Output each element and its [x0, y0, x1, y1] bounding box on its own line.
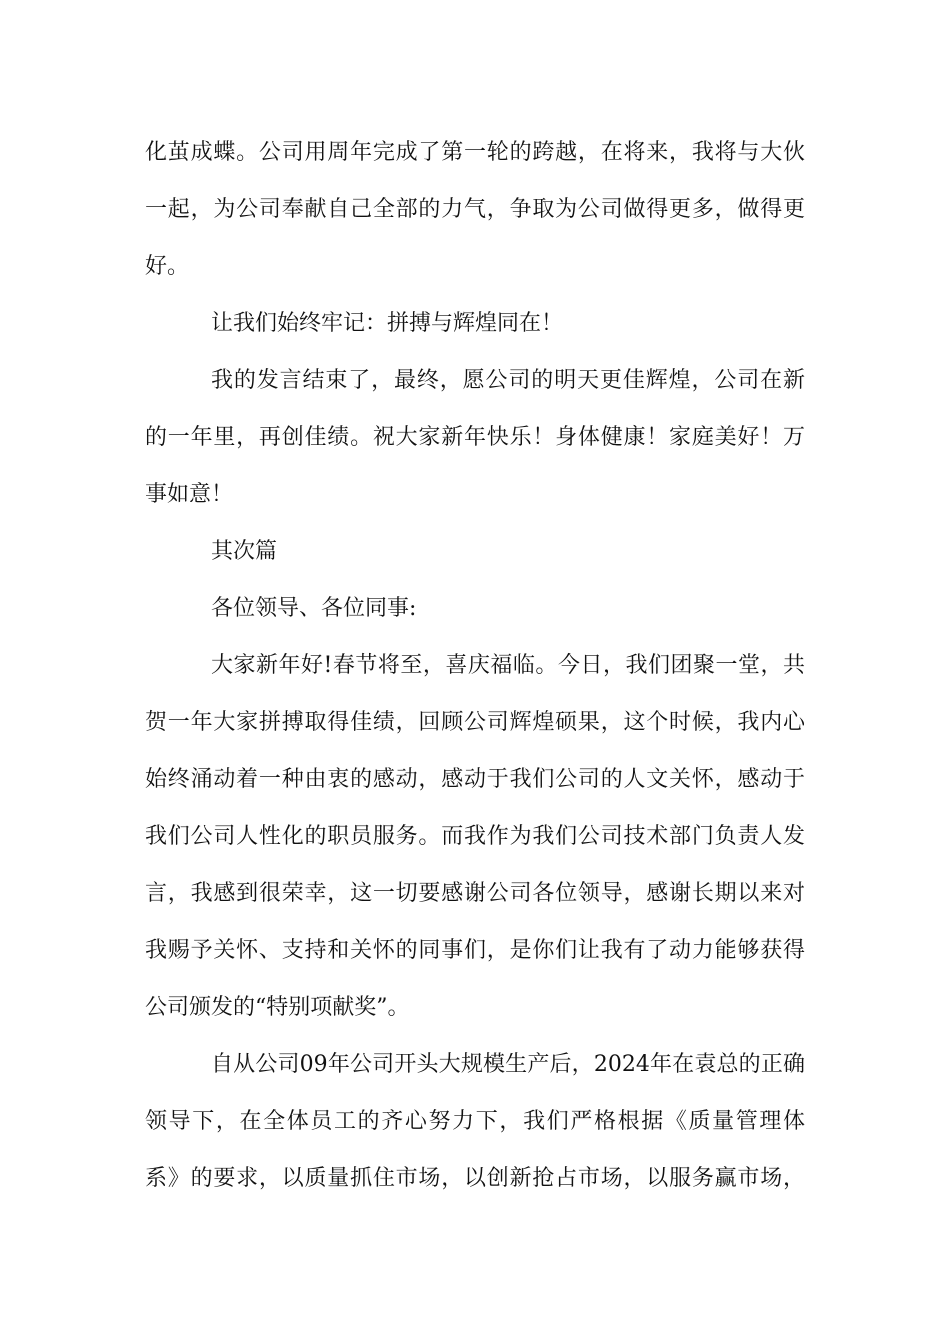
salutation: 各位领导、各位同事:: [211, 596, 417, 621]
section-heading: 其次篇: [211, 539, 278, 564]
paragraph-line: 自从公司09年公司开头大规模生产后，2024年在袁总的正确: [211, 1052, 805, 1077]
paragraph-line: 事如意！: [145, 482, 234, 507]
paragraph-line: 系》的要求，以质量抓住市场，以创新抢占市场，以服务赢市场，: [145, 1166, 805, 1191]
paragraph-line: 贺一年大家拼搏取得佳绩，回顾公司辉煌硕果，这个时候，我内心: [145, 710, 805, 735]
paragraph-line: 让我们始终牢记：拼搏与辉煌同在！: [211, 311, 564, 336]
paragraph-line: 始终涌动着一种由衷的感动，感动于我们公司的人文关怀，感动于: [145, 767, 805, 792]
paragraph-line: 言，我感到很荣幸，这一切要感谢公司各位领导，感谢长期以来对: [145, 881, 805, 906]
paragraph-line: 好。: [145, 254, 190, 279]
paragraph-line: 一起，为公司奉献自己全部的力气，争取为公司做得更多，做得更: [145, 197, 805, 222]
paragraph-line: 我们公司人性化的职员服务。而我作为我们公司技术部门负责人发: [145, 824, 805, 849]
paragraph-line: 领导下，在全体员工的齐心努力下，我们严格根据《质量管理体: [145, 1109, 805, 1134]
paragraph-line: 我赐予关怀、支持和关怀的同事们，是你们让我有了动力能够获得: [145, 938, 805, 963]
paragraph-line: 大家新年好!春节将至，喜庆福临。今日，我们团聚一堂，共: [211, 653, 805, 678]
paragraph-line: 我的发言结束了，最终，愿公司的明天更佳辉煌，公司在新: [211, 368, 805, 393]
paragraph-line: 的一年里，再创佳绩。祝大家新年快乐！身体健康！家庭美好！万: [145, 425, 805, 450]
paragraph-line: 化茧成蝶。公司用周年完成了第一轮的跨越，在将来，我将与大伙: [145, 140, 805, 165]
paragraph-line: 公司颁发的“特别项献奖”。: [145, 995, 410, 1020]
